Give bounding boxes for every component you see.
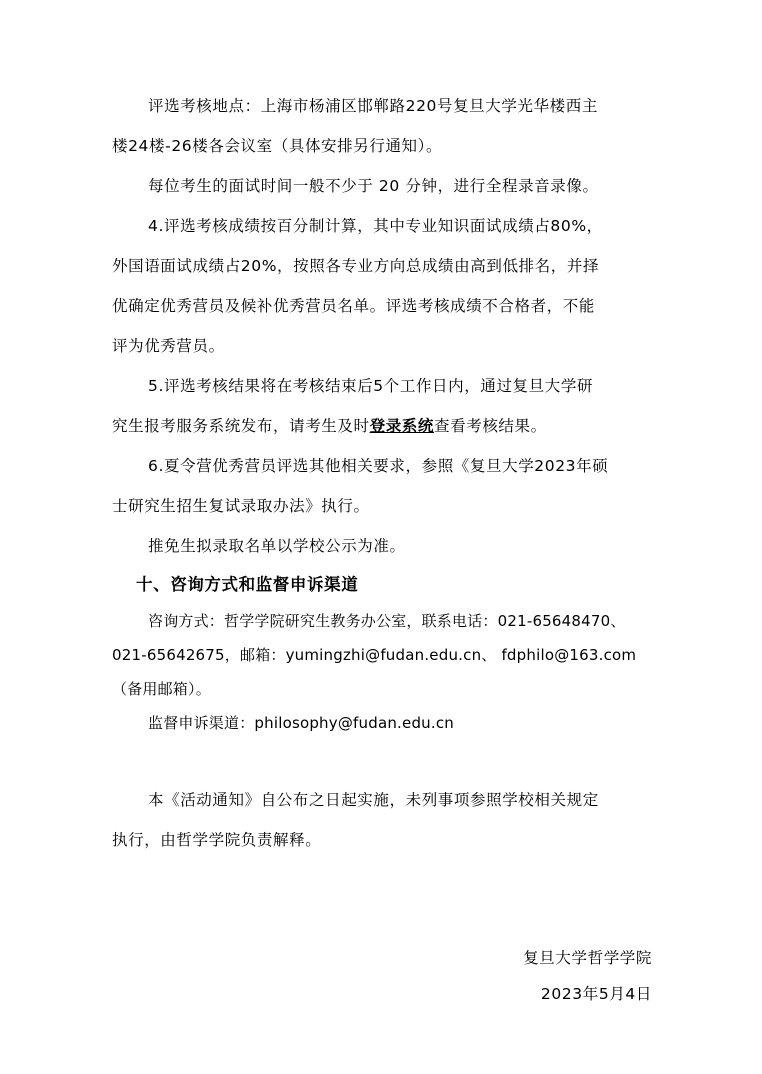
appeal-channel: 监督申诉渠道：philosophy@fudan.edu.cn <box>148 714 454 732</box>
spacer <box>112 740 652 780</box>
item5-line-2 <box>112 406 652 446</box>
signature-org: 复旦大学哲学学院 <box>523 949 652 967</box>
item5-text-before: 究生报考服务系统发布，请考生及时 <box>112 417 370 435</box>
item4-line-4: 评为优秀营员。 <box>112 337 225 355</box>
section-10-heading: 十、咨询方式和监督申诉渠道 <box>136 575 359 594</box>
login-system-link[interactable]: 登录系统 <box>369 417 435 435</box>
item4-line-3: 优确定优秀营员及候补优秀营员名单。评选考核成绩不合格者，不能 <box>112 297 596 315</box>
closing-line-1: 本《活动通知》自公布之日起实施，未列事项参照学校相关规定 <box>148 791 599 809</box>
signature-date: 2023年5月4日 <box>540 985 652 1003</box>
item6-line-1: 6.夏令营优秀营员评选其他相关要求，参照《复旦大学2023年硕 <box>148 457 609 475</box>
interview-time: 每位考生的面试时间一般不少于 20 分钟，进行全程录音录像。 <box>148 177 599 195</box>
item4-line-1: 4.评选考核成绩按百分制计算，其中专业知识面试成绩占80%， <box>148 217 603 235</box>
consult-line-3: （备用邮箱）。 <box>112 680 211 698</box>
item4-line-2: 外国语面试成绩占20%，按照各专业方向总成绩由高到低排名，并择 <box>112 257 600 275</box>
closing-line-2: 执行，由哲学学院负责解释。 <box>112 831 322 849</box>
document-page <box>112 86 652 1012</box>
exempt-note: 推免生拟录取名单以学校公示为准。 <box>148 537 406 555</box>
location-line-2: 楼24楼-26楼各会议室（具体安排另行通知）。 <box>112 137 443 155</box>
location-line-1: 评选考核地点：上海市杨浦区邯郸路220号复旦大学光华楼西主 <box>148 97 598 115</box>
item6-line-2: 士研究生招生复试录取办法》执行。 <box>112 497 370 515</box>
spacer <box>112 860 652 900</box>
spacer <box>112 900 652 940</box>
consult-line-2: 021-65642675，邮箱：yumingzhi@fudan.edu.cn、 fdphilo@163.com <box>112 646 637 664</box>
item5-line-1: 5.评选考核结果将在考核结束后5个工作日内，通过复旦大学研 <box>148 377 594 395</box>
consult-line-1: 咨询方式：哲学学院研究生教务办公室，联系电话：021-65648470、 <box>148 612 626 630</box>
item5-text-after: 查看考核结果。 <box>434 417 547 435</box>
